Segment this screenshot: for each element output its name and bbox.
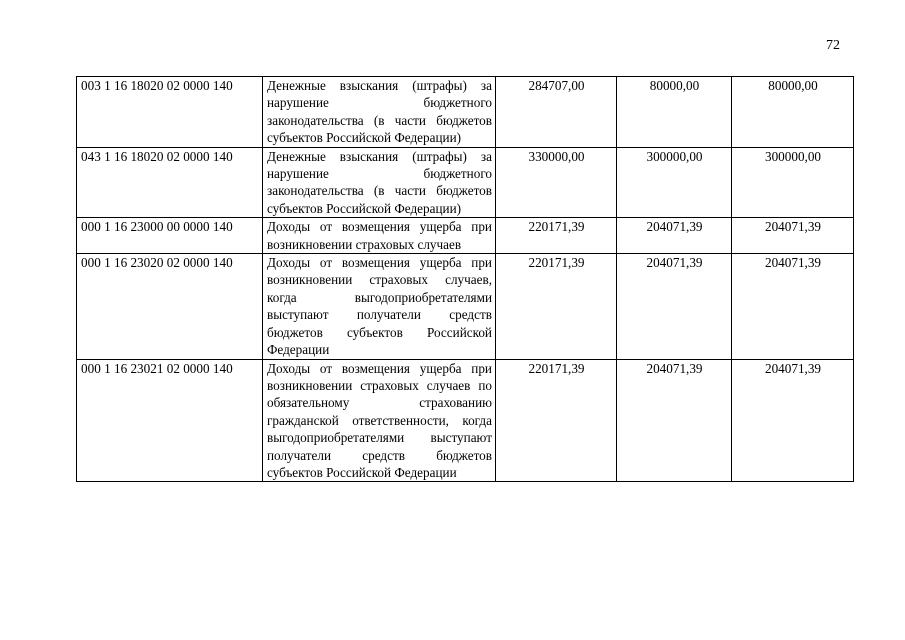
table-row — [77, 218, 854, 254]
budget-code: 003 1 16 18020 02 0000 140 — [77, 77, 263, 148]
table-row — [77, 77, 854, 148]
amount-value-1: 220171,39 — [496, 359, 617, 482]
revenue-table — [76, 76, 854, 482]
amount-value-3: 300000,00 — [732, 147, 854, 218]
amount-value-2: 204071,39 — [617, 218, 732, 254]
amount-value-1: 220171,39 — [496, 254, 617, 359]
revenue-name: Доходы от возмещения ущерба при возникновении страховых случаев по обязательному страхованию гражданской ответственности, когда выгодоприобретателями выступают получатели средств бюджетов субъектов Российской Федерации — [263, 359, 496, 482]
amount-value-2: 80000,00 — [617, 77, 732, 148]
amount-value-2: 204071,39 — [617, 359, 732, 482]
budget-code: 000 1 16 23021 02 0000 140 — [77, 359, 263, 482]
amount-value-1: 330000,00 — [496, 147, 617, 218]
amount-value-1: 220171,39 — [496, 218, 617, 254]
page-number: 72 — [826, 38, 840, 53]
revenue-name: Денежные взыскания (штрафы) за нарушение бюджетного законодательства (в части бюджетов субъектов Российской Федерации) — [263, 77, 496, 148]
table-row — [77, 254, 854, 359]
revenue-name: Доходы от возмещения ущерба при возникновении страховых случаев, когда выгодоприобретателями выступают получатели средств бюджетов субъектов Российской Федерации — [263, 254, 496, 359]
amount-value-3: 80000,00 — [732, 77, 854, 148]
table-row — [77, 359, 854, 482]
amount-value-3: 204071,39 — [732, 254, 854, 359]
amount-value-2: 300000,00 — [617, 147, 732, 218]
amount-value-3: 204071,39 — [732, 218, 854, 254]
budget-code: 000 1 16 23020 02 0000 140 — [77, 254, 263, 359]
budget-code: 043 1 16 18020 02 0000 140 — [77, 147, 263, 218]
amount-value-1: 284707,00 — [496, 77, 617, 148]
amount-value-2: 204071,39 — [617, 254, 732, 359]
budget-code: 000 1 16 23000 00 0000 140 — [77, 218, 263, 254]
revenue-name: Доходы от возмещения ущерба при возникновении страховых случаев — [263, 218, 496, 254]
amount-value-3: 204071,39 — [732, 359, 854, 482]
table-row — [77, 147, 854, 218]
revenue-name: Денежные взыскания (штрафы) за нарушение бюджетного законодательства (в части бюджетов субъектов Российской Федерации) — [263, 147, 496, 218]
